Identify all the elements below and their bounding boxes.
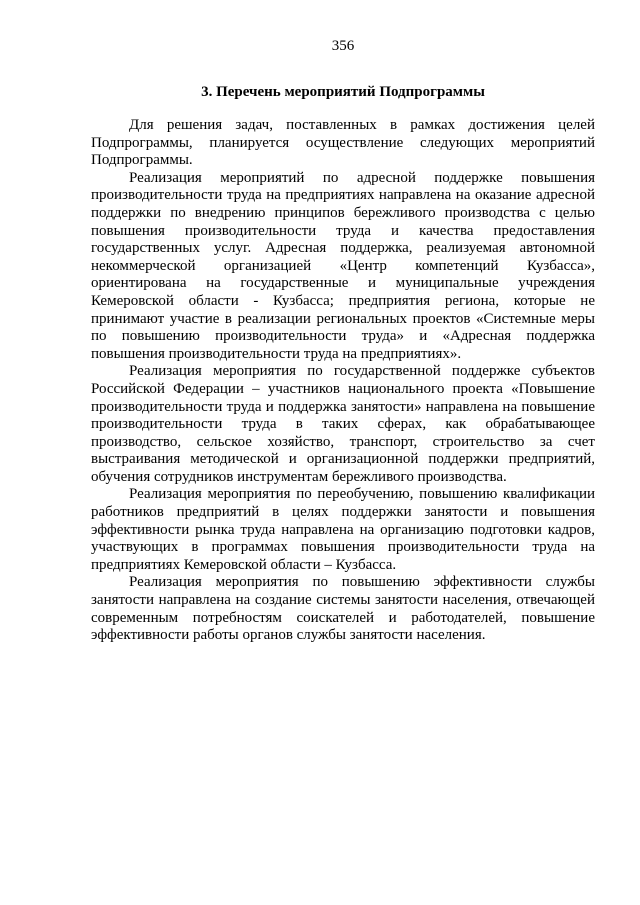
paragraph: Реализация мероприятия по государственной поддержке субъектов Российской Федерации – участников национального проекта «Повышение производительности труда и поддержка занятости» направлена на повышение производительности труда в таких сферах, как обрабатывающее производство, сельское хозяйство, транспорт, строительство за счет выстраивания методической и организационной поддержки предприятий, обучения сотрудников инструментам бережливого производства. bbox=[91, 363, 595, 485]
paragraph: Реализация мероприятия по повышению эффективности службы занятости направлена на создание системы занятости населения, отвечающей современным потребностям соискателей и работодателей, повышение эффективности работы органов службы занятости населения. bbox=[91, 574, 595, 644]
paragraph: Для решения задач, поставленных в рамках достижения целей Подпрограммы, планируется осуществление следующих мероприятий Подпрограммы. bbox=[91, 117, 595, 169]
paragraph: Реализация мероприятия по переобучению, повышению квалификации работников предприятий в целях поддержки занятости и повышения эффективности рынка труда направлена на организацию подготовки кадров, участвующих в программах повышения производительности труда на предприятиях Кемеровской области – Кузбасса. bbox=[91, 486, 595, 573]
paragraph: Реализация мероприятий по адресной поддержке повышения производительности труда на предприятиях направлена на оказание адресной поддержки по внедрению принципов бережливого производства с целью повышения производительности труда и качества предоставления государственных услуг. Адресная поддержка, реализуемая автономной некоммерческой организацией «Центр компетенций Кузбасса», ориентирована на государственные и муниципальные учреждения Кемеровской области - Кузбасса; предприятия региона, которые не принимают участие в реализации региональных проектов «Системные меры по повышению производительности труда» и «Адресная поддержка повышения производительности труда на предприятиях». bbox=[91, 169, 595, 362]
page-number: 356 bbox=[331, 38, 355, 54]
body-text bbox=[91, 117, 595, 645]
section-title: 3. Перечень мероприятий Подпрограммы bbox=[201, 84, 485, 100]
